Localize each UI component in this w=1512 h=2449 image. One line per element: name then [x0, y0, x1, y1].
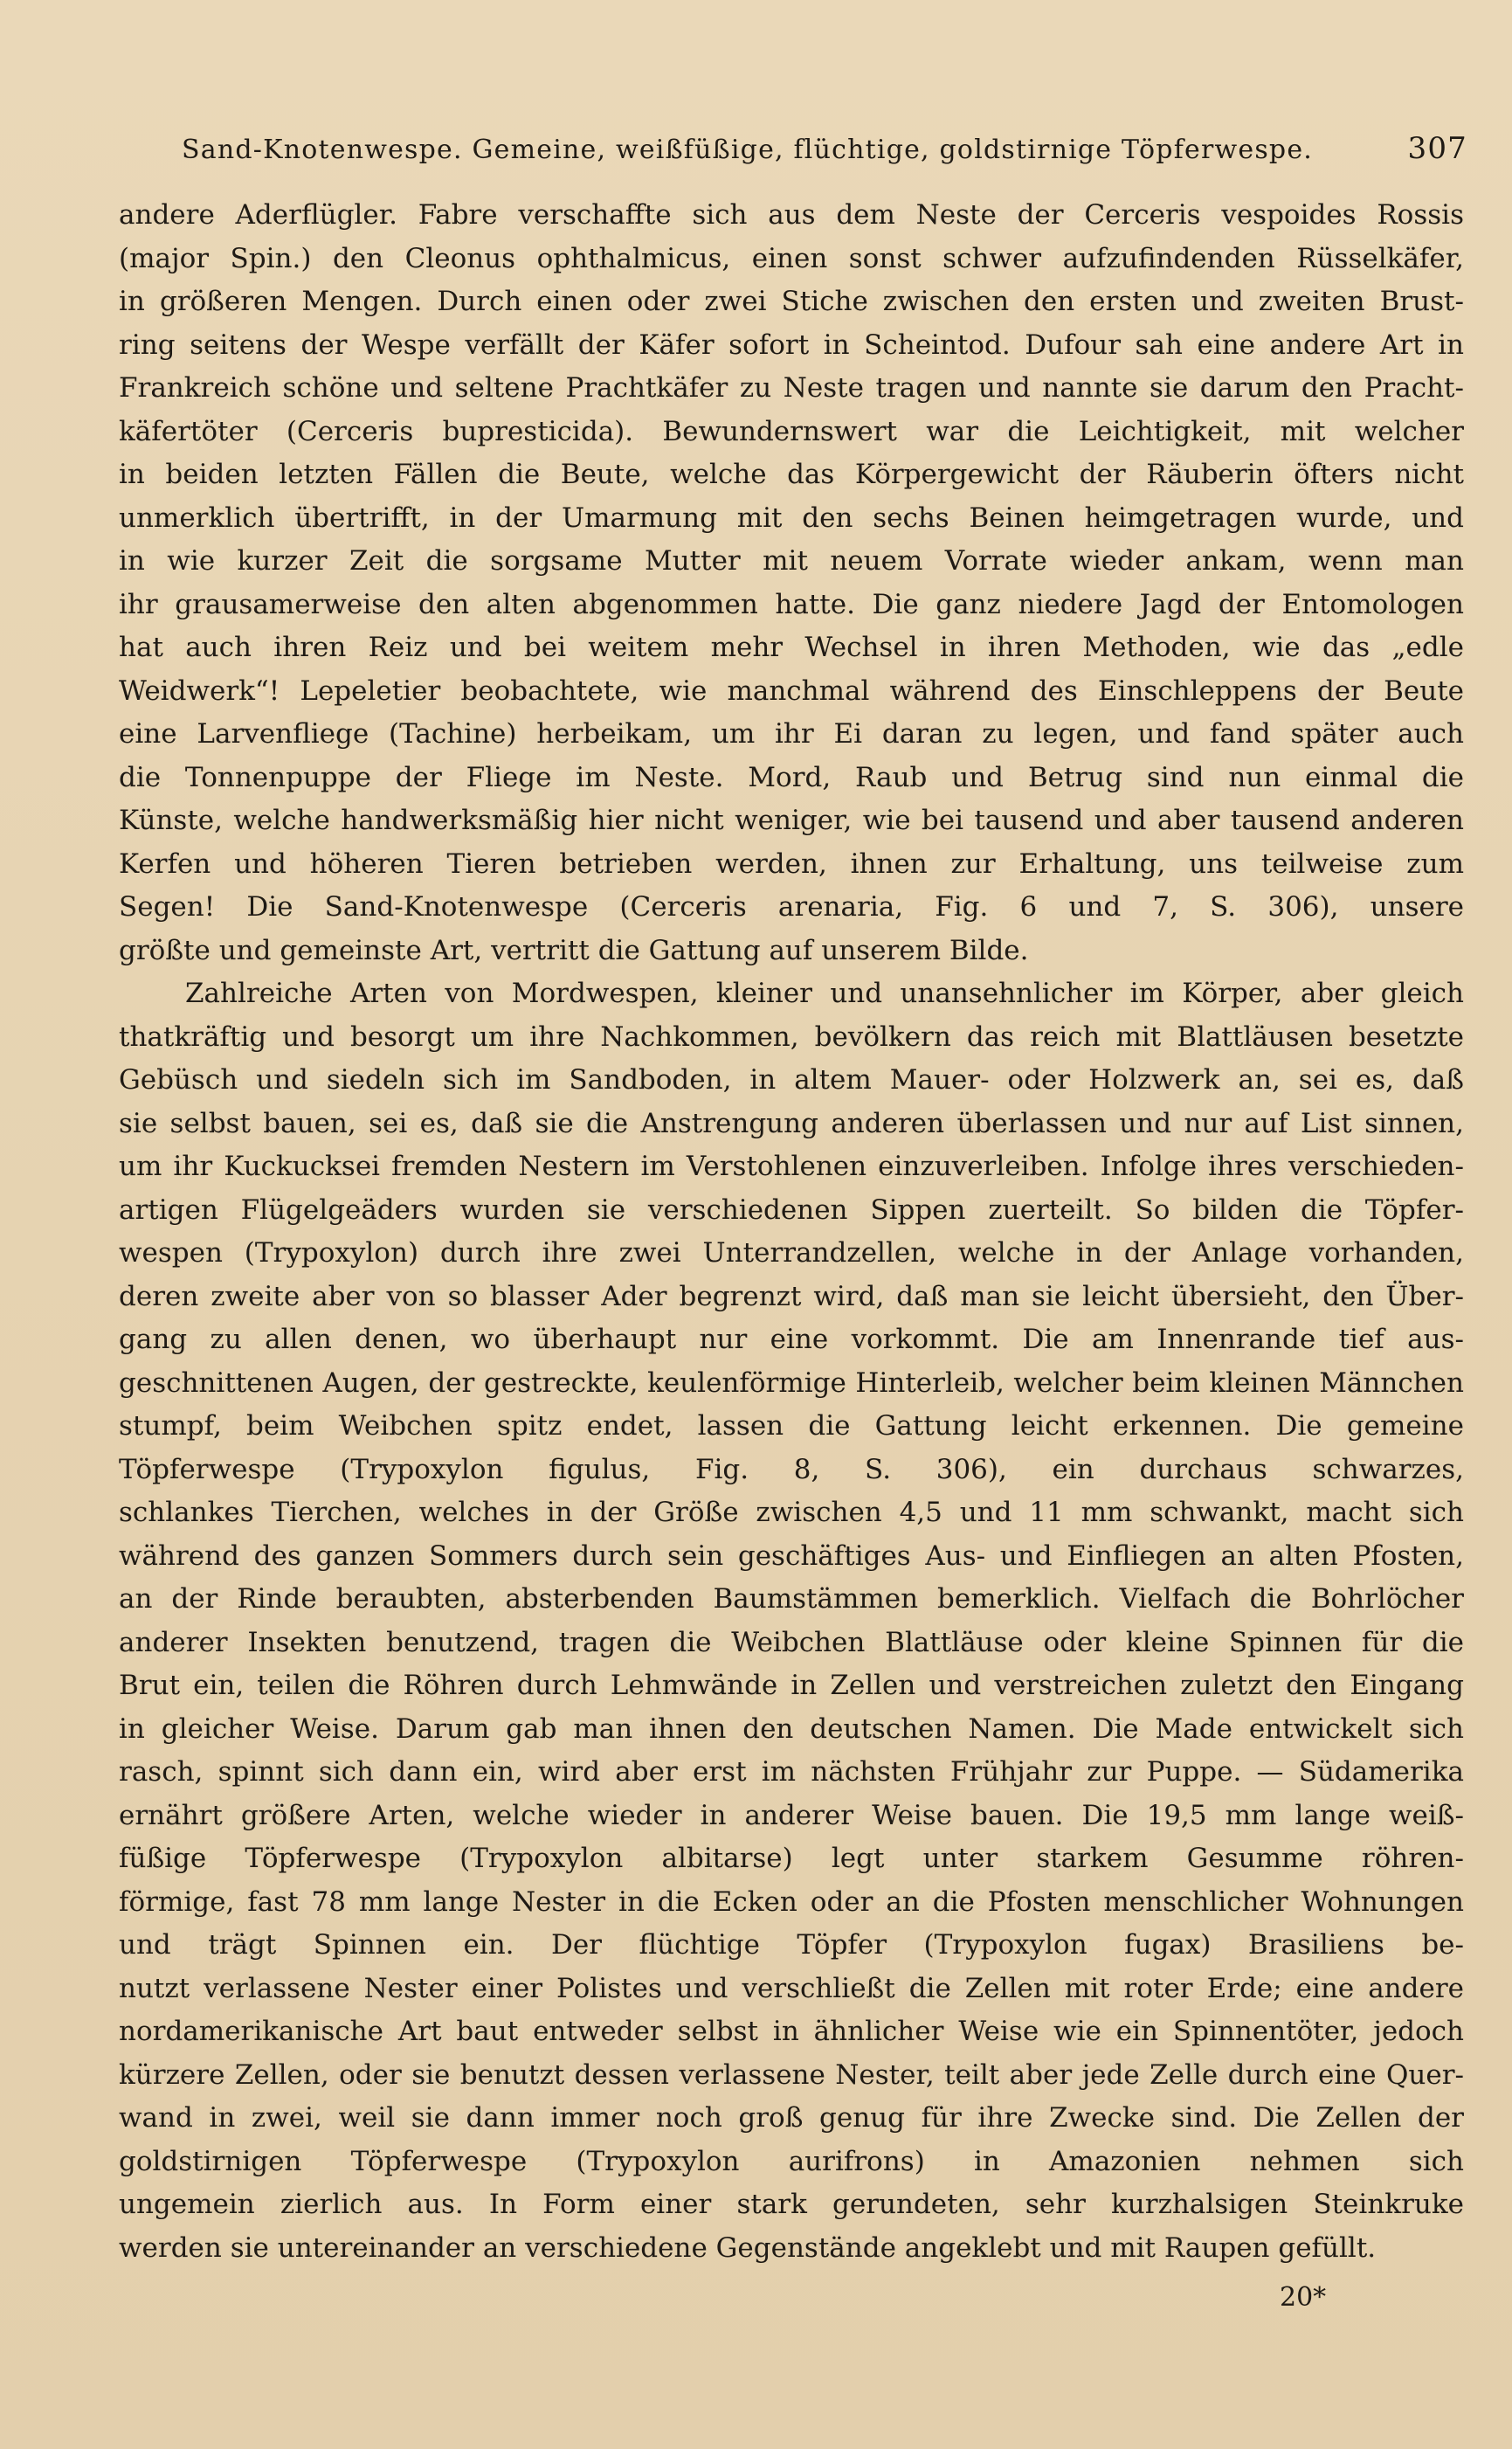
text-line: anderer Insekten benutzend, tragen die Weibchen Blattläuse oder kleine Spinnen für die: [119, 1626, 1464, 1658]
text-line: deren zweite aber von so blasser Ader begrenzt wird, daß man sie leicht übersieht, den Über-: [119, 1280, 1464, 1312]
text-line: Zahlreiche Arten von Mordwespen, kleiner und unansehnlicher im Körper, aber gleich: [185, 978, 1464, 1009]
text-line: an der Rinde beraubten, absterbenden Baumstämmen bemerklich. Vielfach die Bohrlöcher: [119, 1583, 1464, 1615]
text-line: Brut ein, teilen die Röhren durch Lehmwände in Zellen und verstreichen zuletzt den Eingang: [119, 1670, 1464, 1701]
text-line: in gleicher Weise. Darum gab man ihnen den deutschen Namen. Die Made entwickelt sich: [119, 1712, 1464, 1745]
text-line: kürzere Zellen, oder sie benutzt dessen verlassene Nester, teilt aber jede Zelle durch eine Quer-: [119, 2058, 1464, 2091]
text-line: andere Aderflügler. Fabre verschaffte sich aus dem Neste der Cerceris vespoides Rossis: [119, 199, 1464, 231]
header-title: Sand-Knotenwespe. Gemeine, weißfüßige, flüchtige, goldstirnige Töpferwespe.: [182, 135, 1314, 165]
text-line: förmige, fast 78 mm lange Nester in die Ecken oder an die Pfosten menschlicher Wohnungen: [119, 1885, 1464, 1918]
text-line: ernährt größere Arten, welche wieder in anderer Weise bauen. Die 19,5 mm lange weiß-: [119, 1799, 1464, 1831]
text-line: Segen! Die Sand-Knotenwespe (Cerceris arenaria, Fig. 6 und 7, S. 306), unsere: [119, 891, 1464, 923]
body-text: [119, 194, 1464, 2270]
running-header: [182, 131, 1467, 175]
text-line: stumpf, beim Weibchen spitz endet, lassen die Gattung leicht erkennen. Die gemeine: [119, 1410, 1464, 1442]
text-line: in größeren Mengen. Durch einen oder zwei Stiche zwischen den ersten und zweiten Brust-: [119, 286, 1464, 317]
text-line: goldstirnigen Töpferwespe (Trypoxylon aurifrons) in Amazonien nehmen sich: [119, 2145, 1464, 2177]
paragraph: [119, 972, 1464, 2270]
text-line: ihr grausamerweise den alten abgenommen hatte. Die ganz niedere Jagd der Entomologen: [119, 588, 1464, 620]
text-line: nordamerikanische Art baut entweder selbst in ähnlicher Weise wie ein Spinnentöter, jedoch: [119, 2016, 1464, 2047]
text-line: ungemein zierlich aus. In Form einer stark gerundeten, sehr kurzhalsigen Steinkruke: [119, 2189, 1464, 2220]
text-line: die Tonnenpuppe der Fliege im Neste. Mord, Raub und Betrug sind nun einmal die: [119, 761, 1464, 793]
text-line: wespen (Trypoxylon) durch ihre zwei Unterrandzellen, welche in der Anlage vorhanden,: [119, 1237, 1464, 1269]
text-line: käfertöter (Cerceris bupresticida). Bewundernswert war die Leichtigkeit, mit welcher: [119, 415, 1464, 447]
text-line: Töpferwespe (Trypoxylon figulus, Fig. 8, S. 306), ein durchaus schwarzes,: [119, 1453, 1464, 1485]
text-line: geschnittenen Augen, der gestreckte, keulenförmige Hinterleib, welcher beim kleinen Männchen: [119, 1366, 1464, 1399]
text-line: unmerklich übertrifft, in der Umarmung mit den sechs Beinen heimgetragen wurde, und: [119, 502, 1464, 534]
text-line: sie selbst bauen, sei es, daß sie die Anstrengung anderen überlassen und nur auf List sinnen,: [119, 1107, 1464, 1139]
text-line: in beiden letzten Fällen die Beute, welche das Körpergewicht der Räuberin öfters nicht: [119, 459, 1464, 490]
text-line: schlankes Tierchen, welches in der Größe zwischen 4,5 und 11 mm schwankt, macht sich: [119, 1497, 1464, 1528]
text-line: rasch, spinnt sich dann ein, wird aber erst im nächsten Frühjahr zur Puppe. — Südamerika: [119, 1756, 1464, 1788]
text-line: um ihr Kuckucksei fremden Nestern im Verstohlenen einzuverleiben. Infolge ihres verschieden-: [119, 1151, 1464, 1182]
paragraph: [119, 194, 1464, 972]
text-line: (major Spin.) den Cleonus ophthalmicus, einen sonst schwer aufzufindenden Rüsselkäfer,: [119, 242, 1464, 274]
text-line: nutzt verlassene Nester einer Polistes und verschließt die Zellen mit roter Erde; eine andere: [119, 1972, 1464, 2004]
text-line: artigen Flügelgeäders wurden sie verschiedenen Sippen zuerteilt. So bilden die Töpfer-: [119, 1193, 1464, 1226]
text-line: eine Larvenfliege (Tachine) herbeikam, um ihr Ei daran zu legen, und fand später auch: [119, 718, 1464, 750]
text-line: Künste, welche handwerksmäßig hier nicht weniger, wie bei tausend und aber tausend anderen: [119, 805, 1464, 836]
text-line: und trägt Spinnen ein. Der flüchtige Töpfer (Trypoxylon fugax) Brasiliens be-: [119, 1929, 1464, 1961]
text-line: ring seitens der Wespe verfällt der Käfer sofort in Scheintod. Dufour sah eine andere Art in: [119, 329, 1464, 361]
text-line: hat auch ihren Reiz und bei weitem mehr Wechsel in ihren Methoden, wie das „edle: [119, 632, 1464, 663]
sheet-signature: 20*: [1280, 2282, 1327, 2313]
text-line: werden sie untereinander an verschiedene Gegenstände angeklebt und mit Raupen gefüllt.: [119, 2231, 1377, 2264]
text-line: in wie kurzer Zeit die sorgsame Mutter mit neuem Vorrate wieder ankam, wenn man: [119, 545, 1464, 577]
page-number: 307: [1407, 131, 1467, 166]
text-line: Gebüsch und siedeln sich im Sandboden, in altem Mauer- oder Holzwerk an, sei es, daß: [119, 1064, 1464, 1096]
text-line: Kerfen und höheren Tieren betrieben werden, ihnen zur Erhaltung, uns teilweise zum: [119, 847, 1464, 880]
text-line: Weidwerk“! Lepeletier beobachtete, wie manchmal während des Einschleppens der Beute: [119, 675, 1464, 707]
text-line: wand in zwei, weil sie dann immer noch groß genug für ihre Zwecke sind. Die Zellen der: [119, 2102, 1464, 2134]
text-line: während des ganzen Sommers durch sein geschäftiges Aus- und Einfliegen an alten Pfosten,: [119, 1539, 1464, 1572]
text-line: thatkräftig und besorgt um ihre Nachkommen, bevölkern das reich mit Blattläusen besetzte: [119, 1020, 1464, 1053]
text-line: Frankreich schöne und seltene Prachtkäfer zu Neste tragen und nannte sie darum den Pracht-: [119, 372, 1464, 404]
text-line: größte und gemeinste Art, vertritt die Gattung auf unserem Bilde.: [119, 934, 1029, 966]
text-line: füßige Töpferwespe (Trypoxylon albitarse) legt unter starkem Gesumme röhren-: [119, 1843, 1464, 1874]
text-line: gang zu allen denen, wo überhaupt nur eine vorkommt. Die am Innenrande tief aus-: [119, 1324, 1464, 1355]
